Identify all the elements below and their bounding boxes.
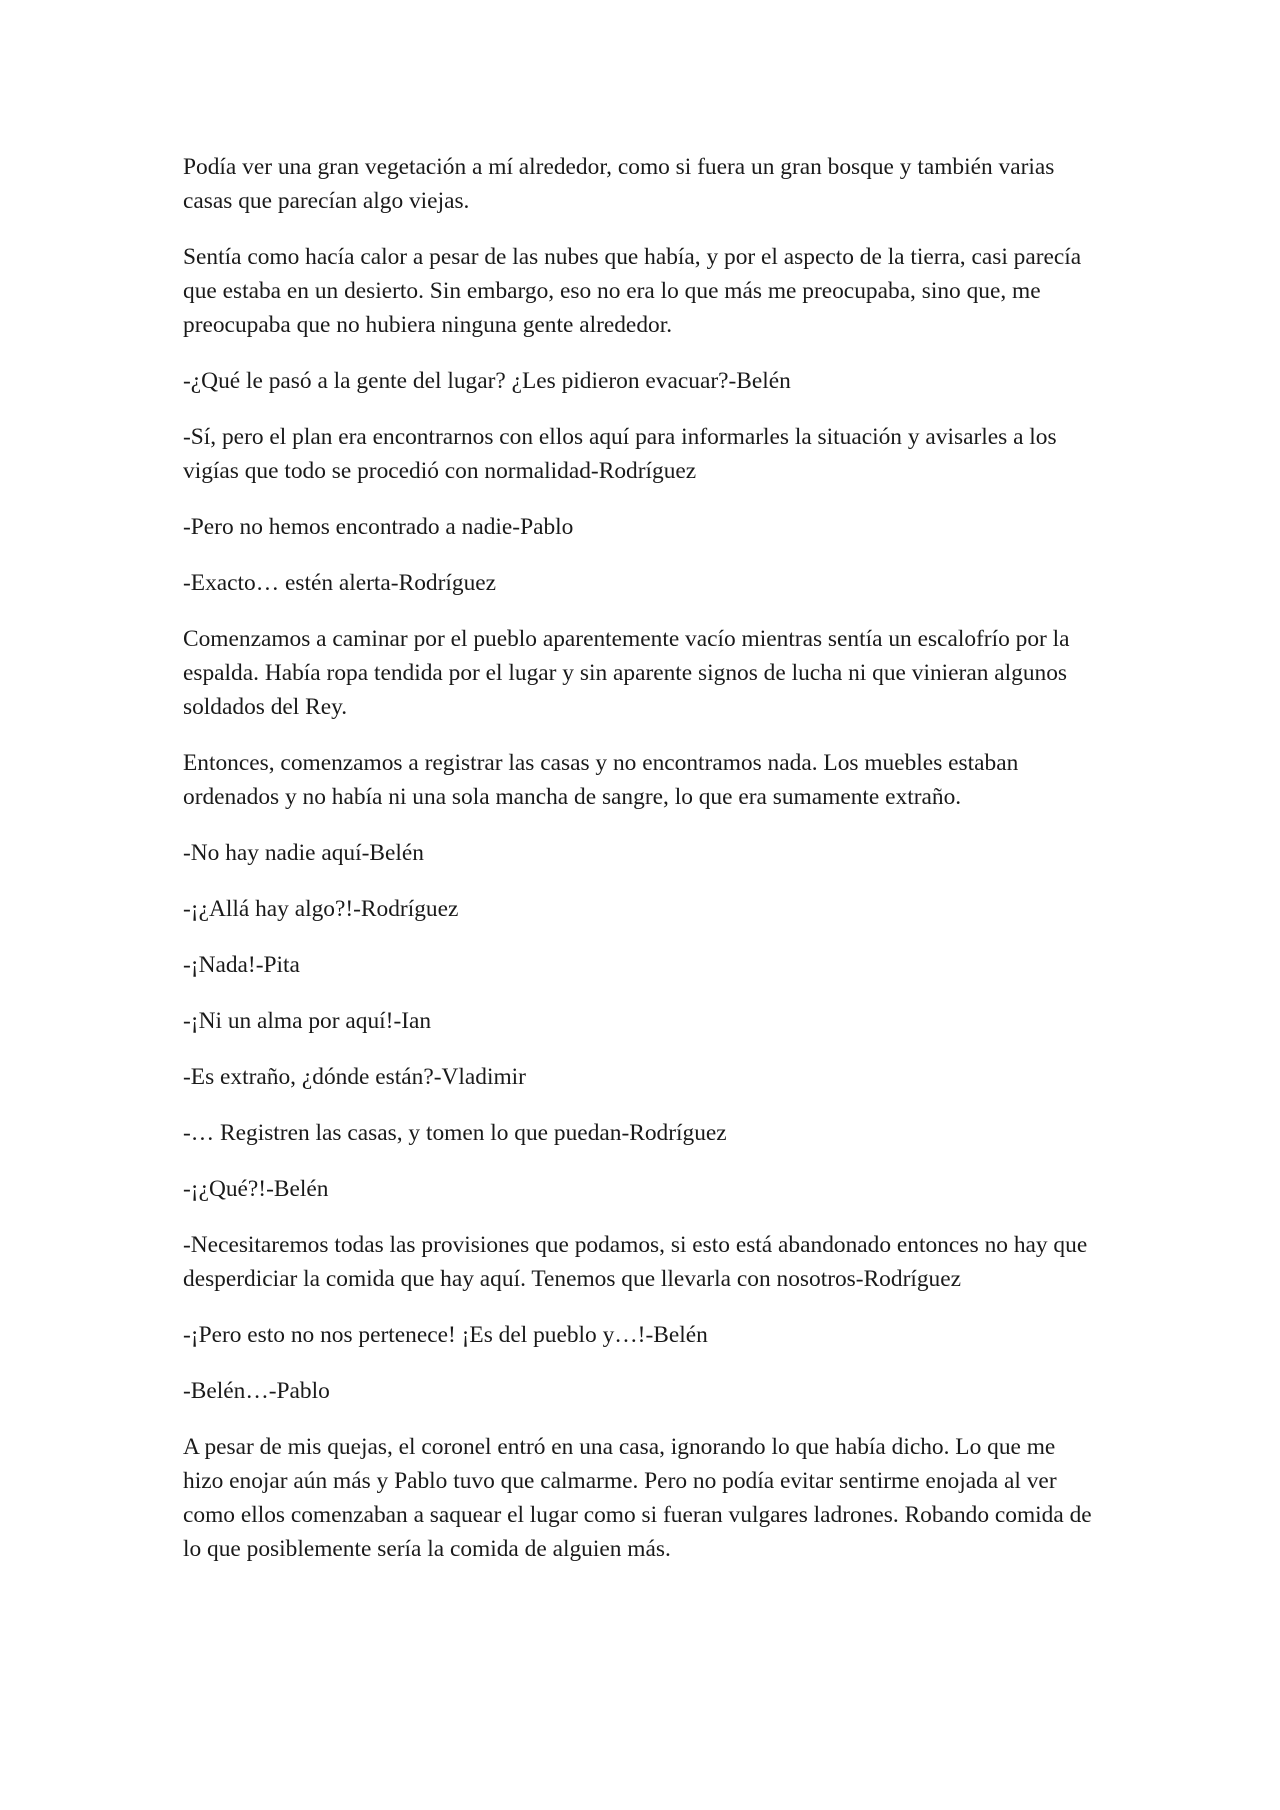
dialogue-line: -No hay nadie aquí-Belén	[183, 840, 424, 866]
paragraph: Comenzamos a caminar por el pueblo aparentemente vacío mientras sentía un escalofrío por la espalda. Había ropa tendida por el lugar y sin aparente signos de lucha ni que vinieran algunos soldados del Rey.	[183, 626, 1070, 720]
paragraph: Podía ver una gran vegetación a mí alrededor, como si fuera un gran bosque y también varias casas que parecían algo viejas.	[183, 154, 1055, 214]
dialogue-line: -Sí, pero el plan era encontrarnos con ellos aquí para informarles la situación y avisarles a los vigías que todo se procedió con normalidad-Rodríguez	[183, 424, 1057, 484]
dialogue-line: -¡Pero esto no nos pertenece! ¡Es del pueblo y…!-Belén	[183, 1322, 708, 1348]
paragraph: Entonces, comenzamos a registrar las casas y no encontramos nada. Los muebles estaban ordenados y no había ni una sola mancha de sangre, lo que era sumamente extraño.	[183, 750, 1019, 810]
dialogue-line: -Es extraño, ¿dónde están?-Vladimir	[183, 1064, 526, 1090]
dialogue-line: -¡Nada!-Pita	[183, 952, 300, 978]
dialogue-line: -Necesitaremos todas las provisiones que podamos, si esto está abandonado entonces no hay que desperdiciar la comida que hay aquí. Tenemos que llevarla con nosotros-Rodríguez	[183, 1232, 1088, 1292]
dialogue-line: -Pero no hemos encontrado a nadie-Pablo	[183, 514, 574, 540]
dialogue-line: -¡¿Qué?!-Belén	[183, 1176, 329, 1202]
dialogue-line: -… Registren las casas, y tomen lo que puedan-Rodríguez	[183, 1120, 727, 1146]
dialogue-line: -¡¿Allá hay algo?!-Rodríguez	[183, 896, 459, 922]
dialogue-line: -¿Qué le pasó a la gente del lugar? ¿Les pidieron evacuar?-Belén	[183, 368, 791, 394]
paragraph: A pesar de mis quejas, el coronel entró en una casa, ignorando lo que había dicho. Lo que me hizo enojar aún más y Pablo tuvo que calmarme. Pero no podía evitar sentirme enojada al ver como ellos comenzaban a saquear el lugar como si fueran vulgares ladrones. Robando comida de lo que posiblemente sería la comida de alguien más.	[183, 1434, 1092, 1562]
dialogue-line: -¡Ni un alma por aquí!-Ian	[183, 1008, 432, 1034]
dialogue-line: -Belén…-Pablo	[183, 1378, 330, 1404]
document-body	[183, 150, 1098, 1588]
dialogue-line: -Exacto… estén alerta-Rodríguez	[183, 570, 497, 596]
paragraph: Sentía como hacía calor a pesar de las nubes que había, y por el aspecto de la tierra, casi parecía que estaba en un desierto. Sin embargo, eso no era lo que más me preocupaba, sino que, me preocupaba que no hubiera ninguna gente alrededor.	[183, 244, 1082, 338]
